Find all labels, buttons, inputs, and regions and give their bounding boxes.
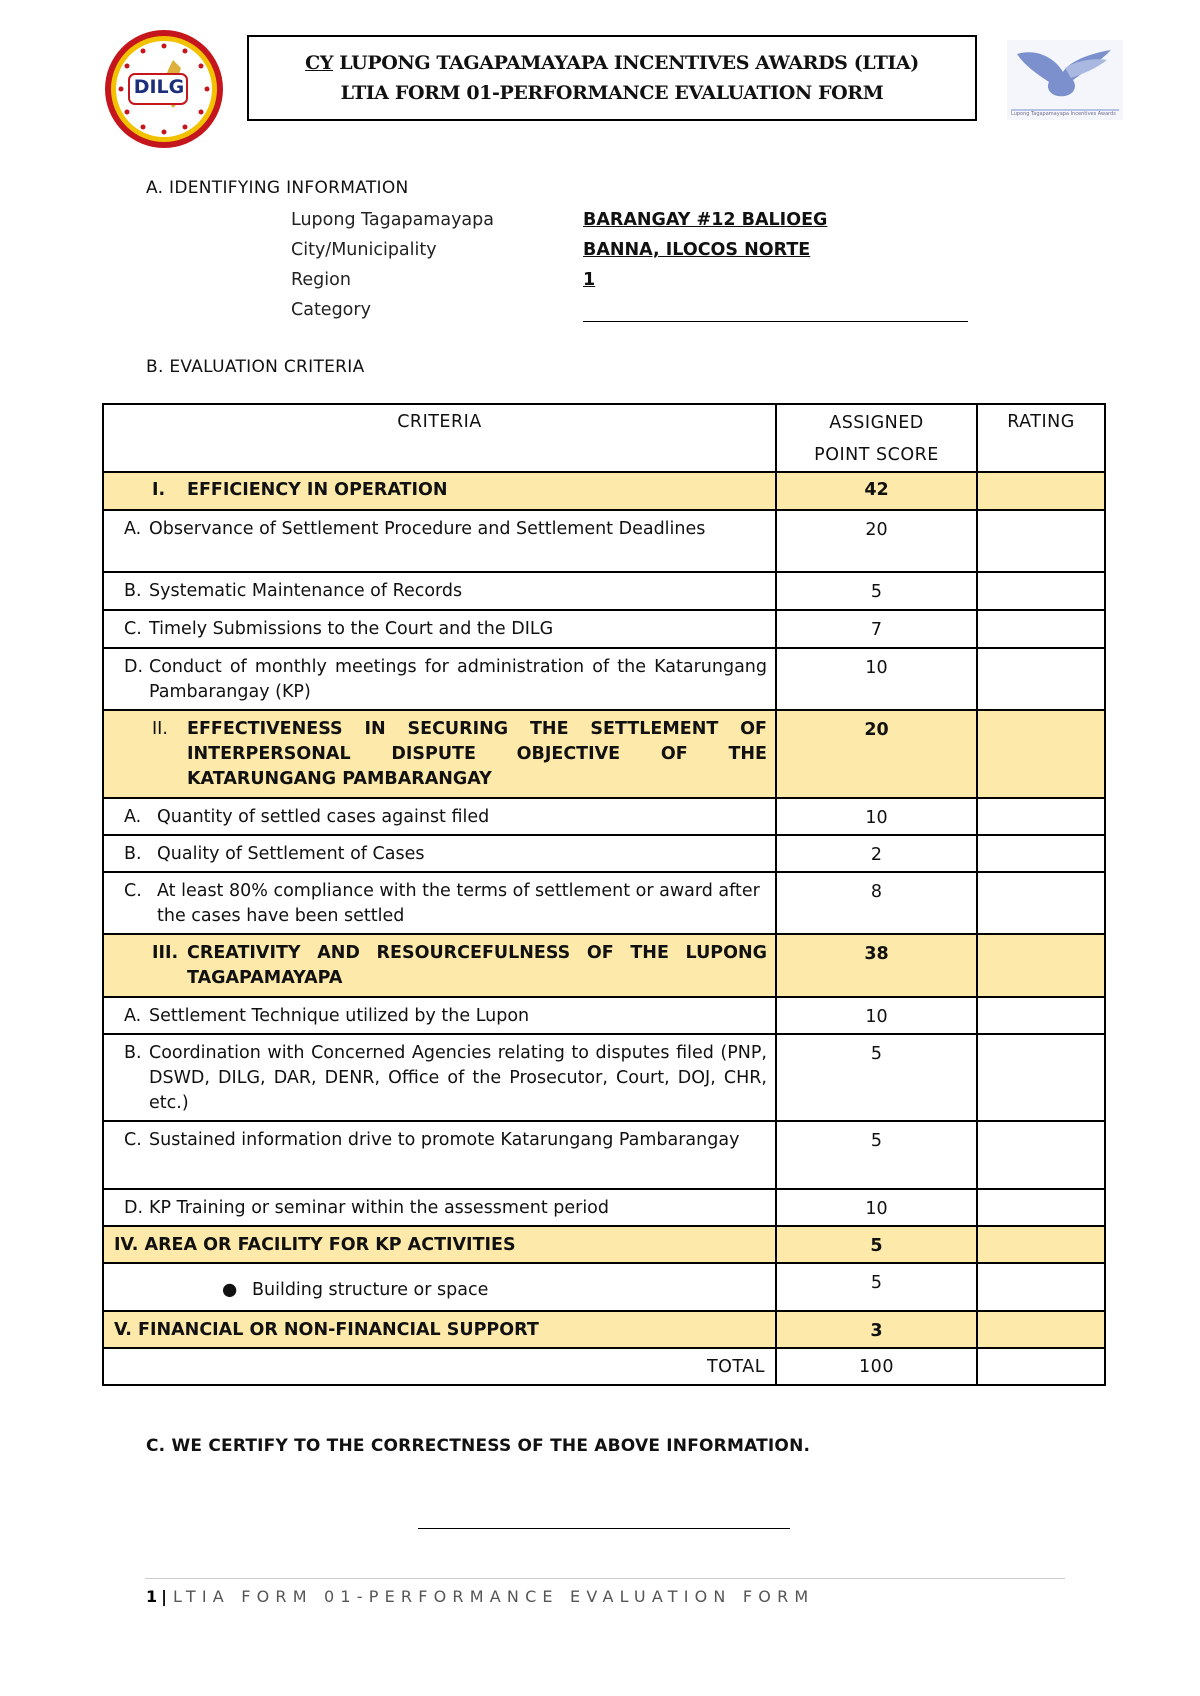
rating-cell[interactable] xyxy=(977,648,1105,710)
page-number: 1 xyxy=(146,1587,158,1606)
rating-cell[interactable] xyxy=(977,610,1105,648)
header-assigned-point-score: ASSIGNED POINT SCORE xyxy=(776,404,977,472)
table-row: B. Systematic Maintenance of Records 5 xyxy=(103,572,1105,610)
label-city: City/Municipality xyxy=(291,240,437,260)
table-row: IV. AREA OR FACILITY FOR KP ACTIVITIES 5 xyxy=(103,1226,1105,1263)
rating-cell[interactable] xyxy=(977,1311,1105,1348)
table-row: C. Sustained information drive to promote Katarungang Pambarangay 5 xyxy=(103,1121,1105,1189)
rating-cell[interactable] xyxy=(977,835,1105,872)
table-row: C. At least 80% compliance with the terms of settlement or award after the cases have been settled 8 xyxy=(103,872,1105,934)
table-row: V. FINANCIAL OR NON-FINANCIAL SUPPORT 3 xyxy=(103,1311,1105,1348)
label-region: Region xyxy=(291,270,351,290)
ltia-logo xyxy=(1007,40,1123,120)
rating-cell[interactable] xyxy=(977,710,1105,798)
ltia-logo-caption: Lupong Tagapamayapa Incentives Awards xyxy=(1011,111,1116,117)
evaluation-criteria-table xyxy=(102,403,1106,1386)
rating-cell[interactable] xyxy=(977,1263,1105,1311)
category-blank-line xyxy=(583,321,968,322)
total-row xyxy=(103,1348,1105,1385)
header-rating: RATING xyxy=(977,404,1105,472)
value-city: BANNA, ILOCOS NORTE xyxy=(583,240,811,260)
rating-cell[interactable] xyxy=(977,997,1105,1034)
section-b-title: B. EVALUATION CRITERIA xyxy=(146,357,365,377)
table-row: ● Building structure or space 5 xyxy=(103,1263,1105,1311)
label-lupong: Lupong Tagapamayapa xyxy=(291,210,494,230)
rating-cell[interactable] xyxy=(977,798,1105,835)
table-header-row xyxy=(103,404,1105,472)
form-title-box xyxy=(247,35,977,121)
rating-cell[interactable] xyxy=(977,1121,1105,1189)
table-row: A. Quantity of settled cases against filed 10 xyxy=(103,798,1105,835)
dilg-logo xyxy=(103,28,225,150)
label-category: Category xyxy=(291,300,371,320)
bullet-icon: ● xyxy=(222,1280,238,1300)
table-row: D. KP Training or seminar within the assessment period 10 xyxy=(103,1189,1105,1226)
table-row: C. Timely Submissions to the Court and the DILG 7 xyxy=(103,610,1105,648)
section-a-title: A. IDENTIFYING INFORMATION xyxy=(146,178,409,198)
form-title-line2: LTIA FORM 01-PERFORMANCE EVALUATION FORM xyxy=(340,82,884,104)
rating-cell[interactable] xyxy=(977,934,1105,997)
dilg-logo-text: DILG xyxy=(133,76,185,98)
table-row: A. Settlement Technique utilized by the Lupon 10 xyxy=(103,997,1105,1034)
table-row: I. EFFICIENCY IN OPERATION 42 xyxy=(103,472,1105,510)
rating-cell[interactable] xyxy=(977,1189,1105,1226)
total-label: TOTAL xyxy=(103,1348,776,1385)
table-row: B. Coordination with Concerned Agencies relating to disputes filed (PNP, DSWD, DILG, DAR, DENR, Office of the Prosecutor, Court, DOJ, CHR, etc.) 5 xyxy=(103,1034,1105,1121)
footer-divider xyxy=(145,1578,1065,1579)
page-footer: 1 | LTIA FORM 01-PERFORMANCE EVALUATION FORM xyxy=(146,1587,815,1606)
form-title-line1: CY LUPONG TAGAPAMAYAPA INCENTIVES AWARDS (LTIA) xyxy=(305,52,919,74)
rating-cell[interactable] xyxy=(977,1226,1105,1263)
table-row: D. Conduct of monthly meetings for administration of the Katarungang Pambarangay (KP) 10 xyxy=(103,648,1105,710)
rating-cell[interactable] xyxy=(977,572,1105,610)
rating-cell[interactable] xyxy=(977,510,1105,572)
total-rating-cell[interactable] xyxy=(977,1348,1105,1385)
table-row: A. Observance of Settlement Procedure and Settlement Deadlines 20 xyxy=(103,510,1105,572)
value-region: 1 xyxy=(583,270,596,290)
table-row: III. CREATIVITY AND RESOURCEFULNESS OF THE LUPONG TAGAPAMAYAPA 38 xyxy=(103,934,1105,997)
total-score: 100 xyxy=(859,1357,894,1377)
rating-cell[interactable] xyxy=(977,1034,1105,1121)
table-row: B. Quality of Settlement of Cases 2 xyxy=(103,835,1105,872)
rating-cell[interactable] xyxy=(977,872,1105,934)
signature-line[interactable] xyxy=(418,1528,790,1529)
header-criteria: CRITERIA xyxy=(103,404,776,472)
footer-text: LTIA FORM 01-PERFORMANCE EVALUATION FORM xyxy=(172,1587,815,1606)
section-c-certification: C. WE CERTIFY TO THE CORRECTNESS OF THE ABOVE INFORMATION. xyxy=(146,1436,811,1456)
rating-cell[interactable] xyxy=(977,472,1105,510)
value-lupong: BARANGAY #12 BALIOEG xyxy=(583,210,828,230)
table-row: II. EFFECTIVENESS IN SECURING THE SETTLEMENT OF INTERPERSONAL DISPUTE OBJECTIVE OF THE KATARUNGANG PAMBARANGAY 20 xyxy=(103,710,1105,798)
